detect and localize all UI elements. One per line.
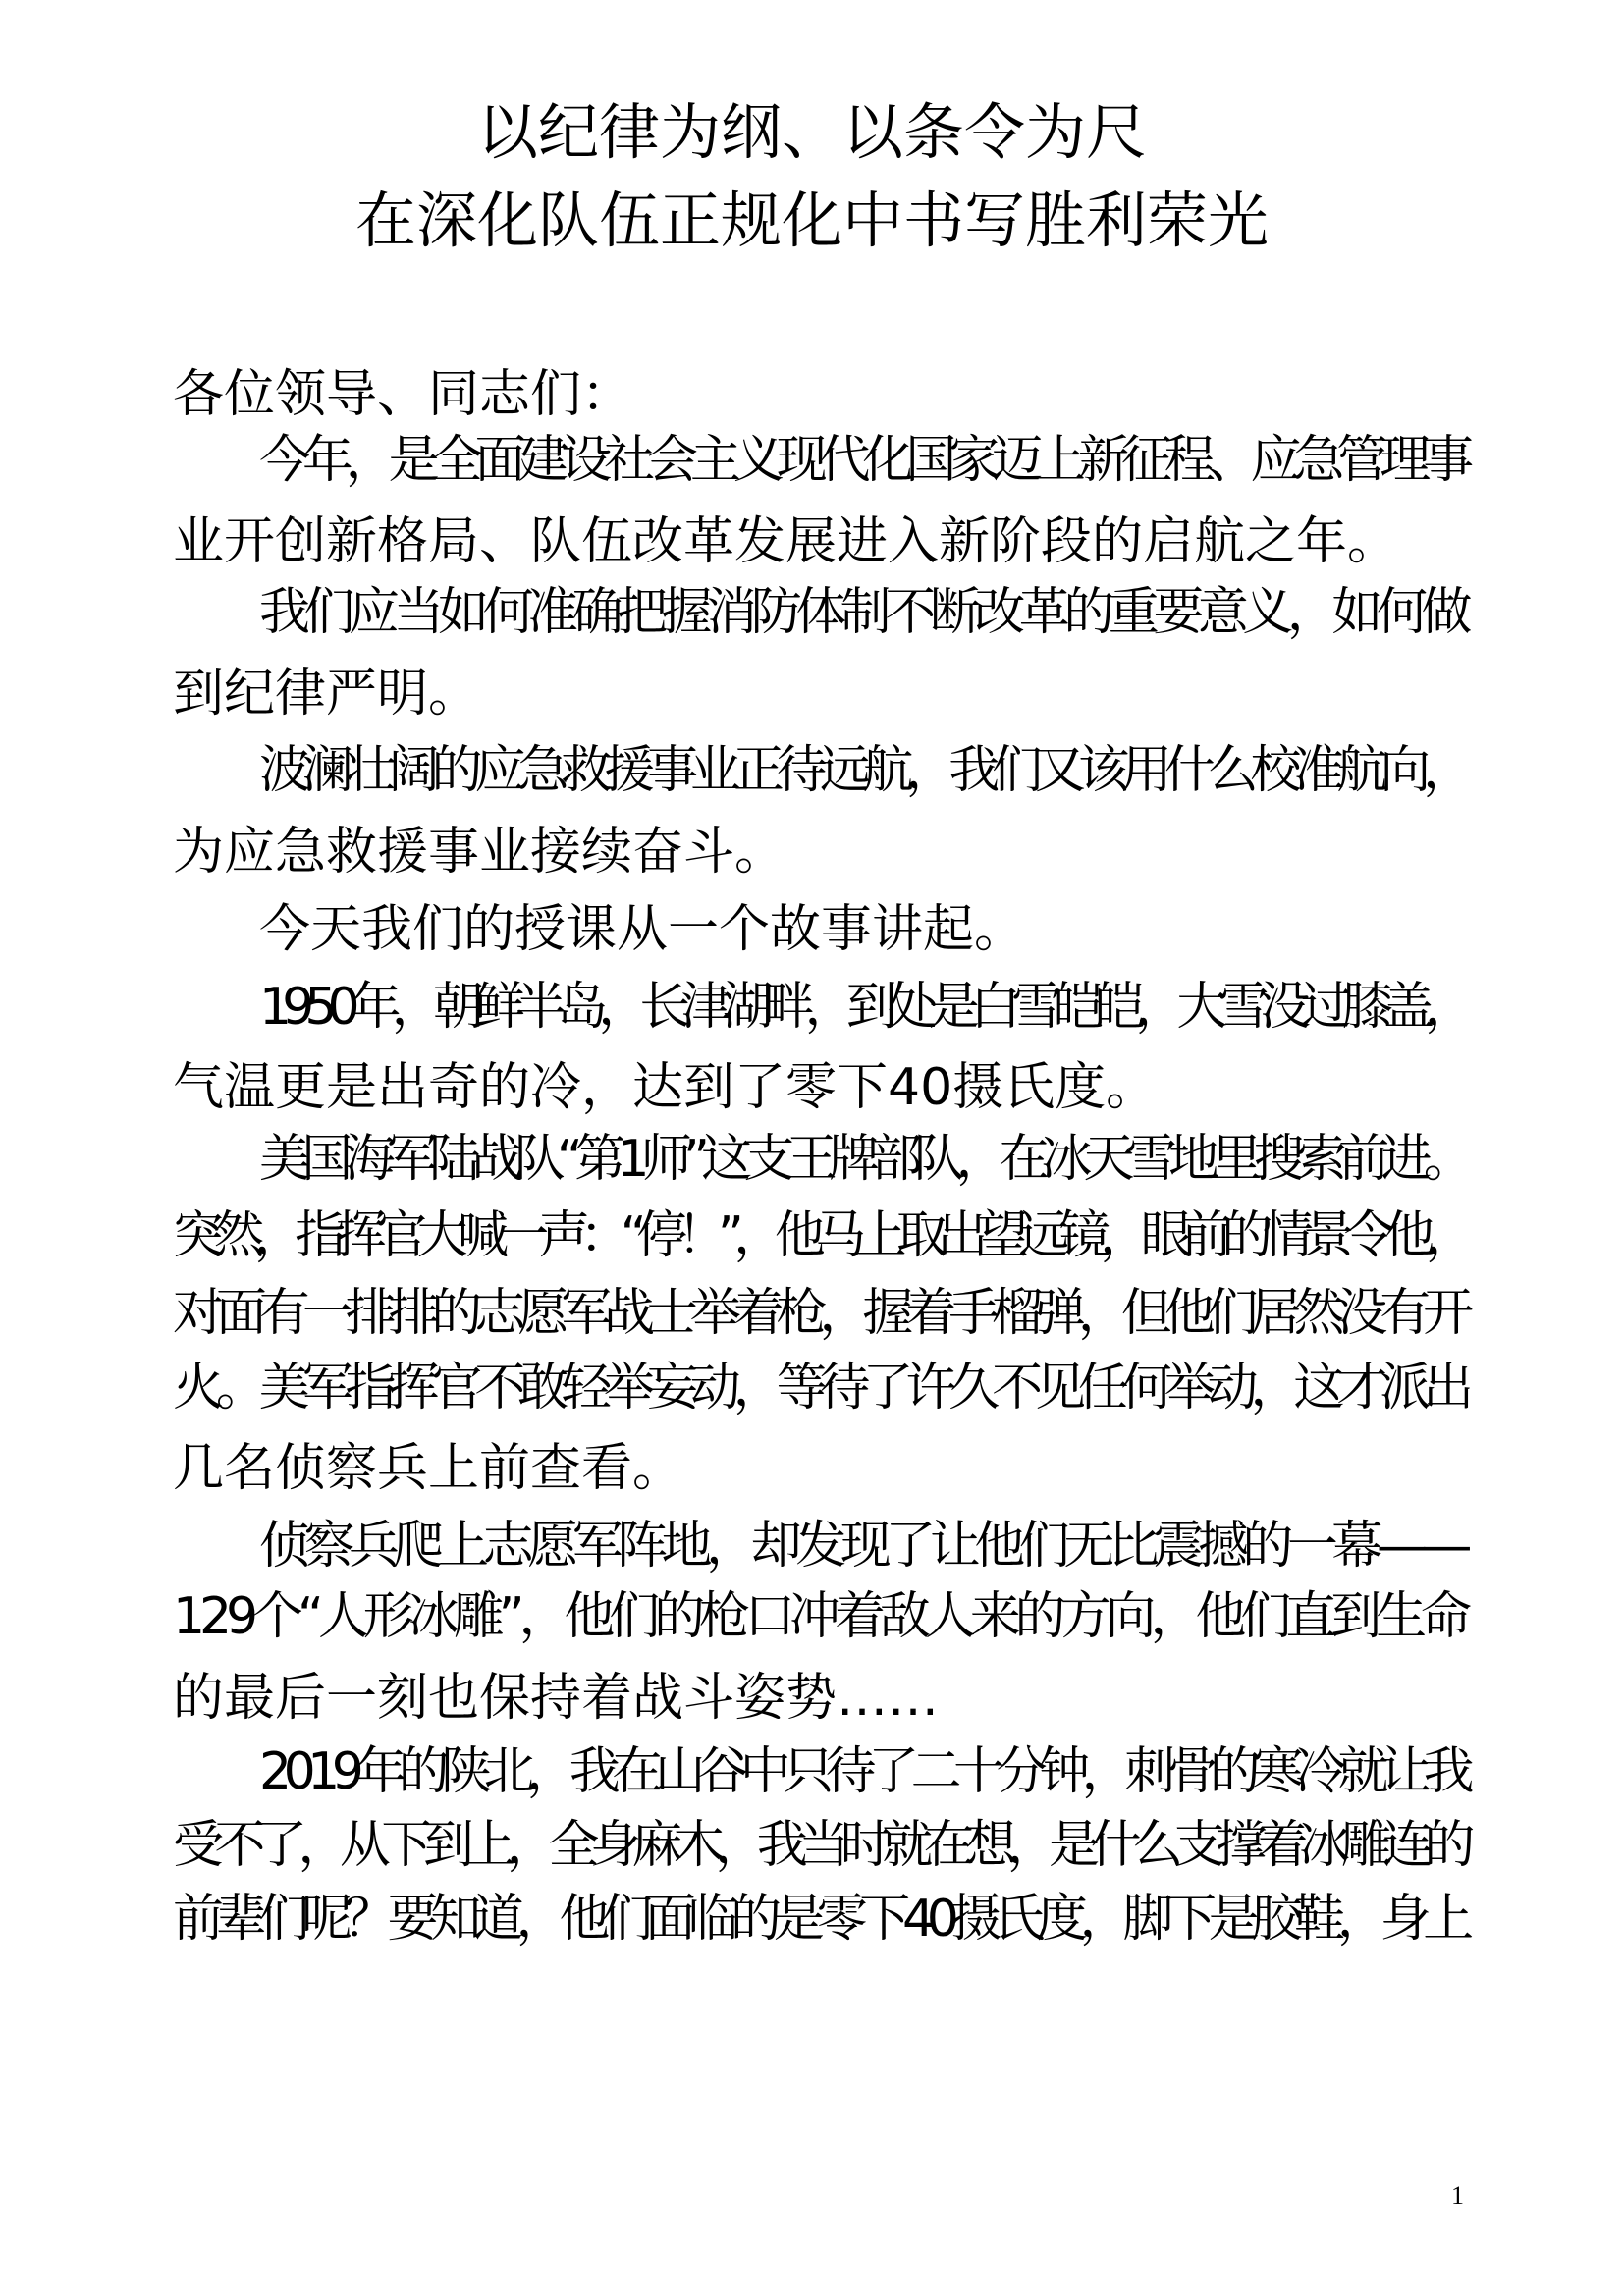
paragraph-line	[259, 978, 1466, 1037]
line-text: 气温更是出奇的冷，达到了零下40摄氏度。	[173, 1058, 1158, 1117]
paragraph-line	[259, 431, 1466, 490]
paragraph-line	[259, 900, 1466, 959]
salutation-text: 各位领导、同志们：	[173, 365, 633, 424]
line-text: 前辈们呢？要知道，他们面临的是零下40摄氏度，脚下是胶鞋，身上	[173, 1890, 1466, 1949]
line-text: 为应急救援事业接续奋斗。	[173, 823, 786, 881]
line-text: 1950年，朝鲜半岛，长津湖畔，到处是白雪皑皑，大雪没过膝盖，	[259, 978, 1466, 1037]
line-text: 几名侦察兵上前查看。	[173, 1439, 684, 1498]
line-text: 受不了，从下到上，全身麻木，我当时就在想，是什么支撑着冰雕连的	[173, 1816, 1466, 1875]
paragraph-line	[173, 1284, 1466, 1343]
paragraph-line	[173, 665, 1466, 723]
page-number: 1	[1451, 2181, 1464, 2210]
line-text: 今天我们的授课从一个故事讲起。	[259, 900, 1026, 959]
line-text: 到纪律严明。	[173, 665, 480, 723]
paragraph-line	[259, 1517, 1466, 1575]
paragraph-line	[259, 1742, 1466, 1801]
paragraph-line	[173, 1890, 1466, 1949]
line-text: 美国海军陆战队“第1师”这支王牌部队，在冰天雪地里搜索前进。	[259, 1130, 1466, 1189]
line-text: 波澜壮阔的应急救援事业正待远航，我们又该用什么校准航向，	[259, 741, 1466, 800]
salutation	[173, 365, 1466, 424]
line-text: 火。美军指挥官不敢轻举妄动，等待了许久不见任何举动，这才派出	[173, 1359, 1466, 1417]
line-text: 突然，指挥官大喊一声：“停！”，他马上取出望远镜，眼前的情景令他，	[173, 1206, 1466, 1265]
line-text: 对面有一排排的志愿军战士举着枪，握着手榴弹，但他们居然没有开	[173, 1284, 1466, 1343]
line-text: 2019年的陕北，我在山谷中只待了二十分钟，刺骨的寒冷就让我	[259, 1742, 1466, 1801]
line-text: 我们应当如何准确把握消防体制不断改革的重要意义，如何做	[259, 583, 1466, 642]
paragraph-line	[173, 1359, 1466, 1417]
paragraph-line	[173, 1669, 1466, 1728]
line-text: 129个“人形冰雕”，他们的枪口冲着敌人来的方向，他们直到生命	[173, 1587, 1466, 1646]
line-text: 的最后一刻也保持着战斗姿势……	[173, 1669, 940, 1728]
paragraph-line	[173, 823, 1466, 881]
paragraph-line	[259, 1130, 1466, 1189]
paragraph-line	[173, 1206, 1466, 1265]
paragraph-line	[173, 512, 1466, 571]
document-title-line-1: 以纪律为纲、以条令为尺	[476, 96, 1147, 168]
line-text: 侦察兵爬上志愿军阵地，却发现了让他们无比震撼的一幕——	[259, 1517, 1466, 1575]
paragraph-line	[173, 1058, 1466, 1117]
line-text: 今年，是全面建设社会主义现代化国家迈上新征程、应急管理事	[259, 431, 1466, 490]
paragraph-line	[173, 1816, 1466, 1875]
paragraph-line	[173, 1587, 1466, 1646]
document-title-line-2: 在深化队伍正规化中书写胜利荣光	[354, 185, 1269, 256]
line-text: 业开创新格局、队伍改革发展进入新阶段的启航之年。	[173, 512, 1399, 571]
paragraph-line	[259, 741, 1466, 800]
paragraph-line	[173, 1439, 1466, 1498]
paragraph-line	[259, 583, 1466, 642]
